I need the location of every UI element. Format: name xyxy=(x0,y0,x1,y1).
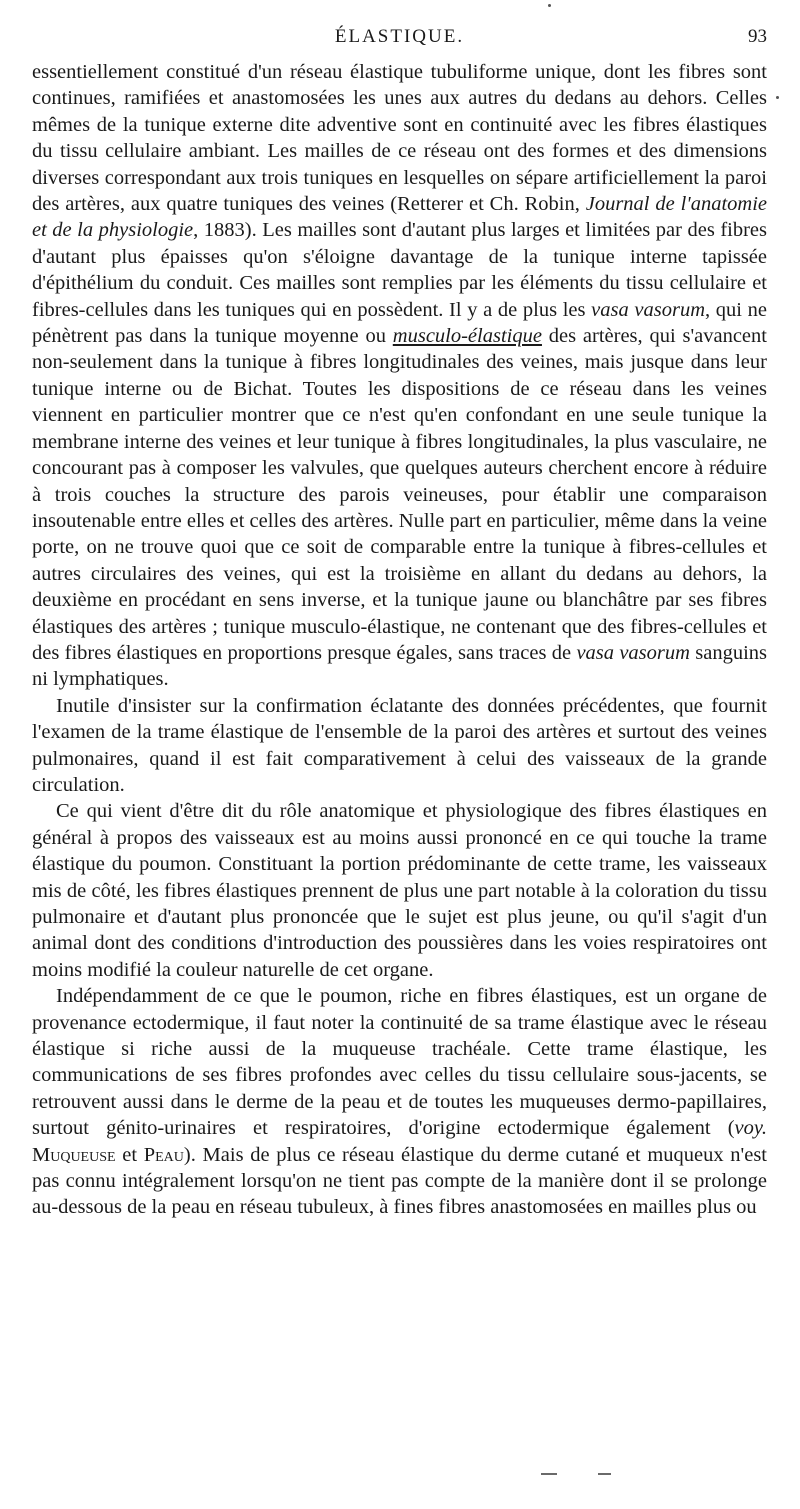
text-run: des artères, qui s'avancent non-seulement dans la tunique à fibres longitudinales des veines, mais jusque dans leur tunique interne ou de Bichat. Toutes les dispositions de ce réseau dans les veines viennent en particulier montrer que ce n'est qu'en confondant en une seule tunique la membrane interne des veines et leur tunique à fibres longitudinales, la plus vasculaire, ne concourant pas à composer les valvules, que quelques auteurs cherchent encore à réduire à trois couches la structure des parois veineuses, pour établir une comparaison insoutenable entre elles et celles des artères. Nulle part en particulier, même dans la veine porte, on ne trouve quoi que ce soit de comparable entre la tunique à fibres-cellules et autres circulaires des veines, qui est la troisième en allant du dedans au dehors, la deuxième en procédant en sens inverse, et la tunique jaune ou blanchâtre par ses fibres élastiques des artères ; tunique musculo-élastique, ne contenant que des fibres-cellules et des fibres élastiques en proportions presque égales, sans traces de xyxy=(32,325,767,664)
running-title: ÉLASTIQUE. xyxy=(334,26,465,47)
text-run: Inutile d'insister sur la confirmation éclatante des données précédentes, que fournit l'examen de la trame élastique de l'ensemble de la paroi des artères et surtout des veines pulmonaires, quand il est fait comparativement à celui des vaisseaux de la grande circulation. xyxy=(32,694,767,796)
text-run: et xyxy=(115,1143,144,1166)
text-run: essentiellement constitué d'un réseau élastique tubuliforme unique, dont les fibres sont continues, ramifiées et anastomosées les unes aux autres du dedans au dehors. Celles mêmes de la tunique externe dite adventive sont en continuité avec les fibres élastiques du tissu cellulaire ambiant. Les mailles de ce réseau ont des formes et des dimensions diverses correspondant aux trois tuniques en lesquelles on sépare artificiellement la paroi des artères, aux quatre tuniques des veines (Retterer et Ch. Robin, xyxy=(32,61,767,216)
text-run: , 1883). Les mailles sont d'autant plus larges et limitées par des fibres d'autant plus épaisses qu'on s'éloigne davantage de la tunique interne tapissée d'épithélium du conduit. Ces mailles sont remplies par les éléments du tissu cellulaire et fibres-cellules dans les tuniques qui en possèdent. Il y a de plus les xyxy=(32,219,767,321)
paragraph xyxy=(32,798,767,983)
text-run: sanguins ni lymphatiques. xyxy=(32,641,768,691)
print-speck xyxy=(548,4,551,7)
italic-text: Journal de l'anatomie et de la physiologie xyxy=(32,193,767,242)
paragraph xyxy=(32,59,767,693)
paragraph xyxy=(32,983,767,1221)
text-run: ). Mais de plus ce réseau élastique du derme cutané et muqueux n'est pas connu intégralement lorsqu'on ne tient pas compte de la manière dont il se prolonge au-dessous de la peau en réseau tubuleux, à fines fibres anastomosées en mailles plus ou xyxy=(32,1143,768,1219)
text-run: , qui ne pénètrent pas dans la tunique moyenne ou xyxy=(32,298,767,348)
body-text xyxy=(32,59,767,1221)
print-speck xyxy=(776,96,779,99)
bottom-mark-left xyxy=(541,1473,557,1475)
italic-text: vasa vasorum xyxy=(591,298,706,321)
italic-text: voy. xyxy=(734,1117,767,1140)
text-run: Indépendamment de ce que le poumon, riche en fibres élastiques, est un organe de provenance ectodermique, il faut noter la continuité de sa trame élastique avec le réseau élastique si riche aussi de la muqueuse trachéale. Cette trame élastique, les communications de ses fibres profondes avec celles du tissu cellulaire sous-jacents, se retrouvent aussi dans le derme de la peau et de toutes les muqueuses dermo-papillaires, surtout génito-urinaires et respiratoires, d'origine ectodermique également ( xyxy=(32,985,767,1140)
text-run: Ce qui vient d'être dit du rôle anatomique et physiologique des fibres élastiques en général à propos des vaisseaux est au moins aussi prononcé en ce qui touche la trame élastique du poumon. Constituant la portion prédominante de cette trame, les vaisseaux mis de côté, les fibres élastiques prennent de plus une part notable à la coloration du tissu pulmonaire et d'autant plus prononcée que le sujet est plus jeune, ou qu'il s'agit d'un animal dont des conditions d'introduction des poussières dans les voies respiratoires ont moins modifié la couleur naturelle de cet organe. xyxy=(32,800,767,981)
italic-text: vasa vasorum xyxy=(576,641,690,664)
small-caps-text: Muqueuse xyxy=(32,1143,116,1166)
page-number: 93 xyxy=(748,26,767,47)
running-head xyxy=(32,22,767,52)
bottom-mark-right xyxy=(598,1473,611,1475)
small-caps-text: Peau xyxy=(143,1143,184,1166)
paragraph xyxy=(32,693,767,799)
italic-underlined-text: musculo-élastique xyxy=(392,325,542,348)
